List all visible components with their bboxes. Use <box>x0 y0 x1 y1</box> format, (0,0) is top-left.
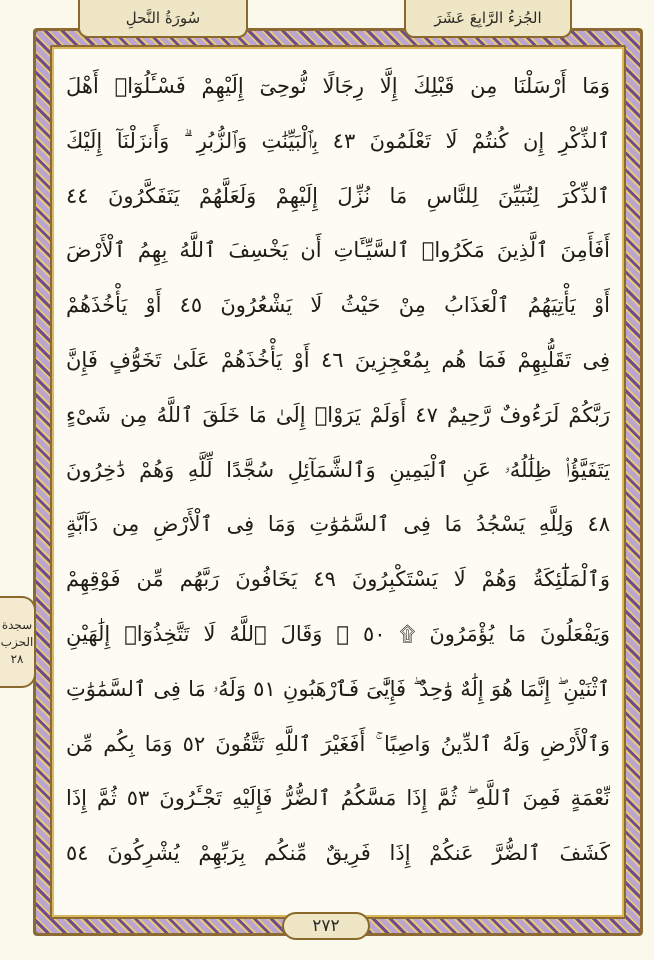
juz-name-tab <box>404 0 572 38</box>
verse-line: أَوْ يَأْتِيَهُمُ ٱلْعَذَابُ مِنْ حَيْثُ لَا يَشْعُرُونَ ٤٥ أَوْ يَأْخُذَهُمْ <box>66 293 610 318</box>
inner-border-gold <box>52 47 624 917</box>
verse-line: وَيَفْعَلُونَ مَا يُؤْمَرُونَ ۩ ٥٠ ۞ وَقَالَ ٱللَّهُ لَا تَتَّخِذُوٓا۟ إِلَٰهَيْنِ <box>66 621 610 646</box>
verse-line: وَمَا أَرْسَلْنَا مِن قَبْلِكَ إِلَّا رِجَالًا نُّوحِىٓ إِلَيْهِمْ فَسْـَٔلُوٓا۟ أَهْلَ <box>66 74 610 98</box>
ornamental-border <box>36 31 640 933</box>
hizb-label: الحزب <box>0 634 34 649</box>
verse-line: كَشَفَ ٱلضُّرَّ عَنكُمْ إِذَا فَرِيقٌ مِّنكُم بِرَبِّهِمْ يُشْرِكُونَ ٥٤ <box>66 841 610 866</box>
juz-name: الجُزءُ الرَّابِعَ عَشَرَ <box>434 9 542 27</box>
page-number-text: ٢٧٢ <box>312 916 340 936</box>
page-number <box>282 912 370 940</box>
hizb-number: ٢٨ <box>10 651 24 666</box>
verse-line: وَٱلْأَرْضِ وَلَهُ ٱلدِّينُ وَاصِبًا ۚ أَفَغَيْرَ ٱللَّهِ تَتَّقُونَ ٥٢ وَمَا بِكُم مِّن <box>66 731 610 756</box>
verse-line: نِّعْمَةٍ فَمِنَ ٱللَّهِ ۖ ثُمَّ إِذَا مَسَّكُمُ ٱلضُّرُّ فَإِلَيْهِ تَجْـَٔرُونَ ٥٣ ثُمَّ إِذَا <box>66 786 610 811</box>
verse-line: أَفَأَمِنَ ٱلَّذِينَ مَكَرُوا۟ ٱلسَّيِّـَٔاتِ أَن يَخْسِفَ ٱللَّهُ بِهِمُ ٱلْأَرْضَ <box>66 238 610 263</box>
text-panel <box>54 49 622 915</box>
surah-name: سُورَةُ النَّحلِ <box>125 9 201 27</box>
surah-name-tab <box>78 0 248 38</box>
page-frame <box>33 28 643 936</box>
verse-line: ٱلذِّكْرَ لِتُبَيِّنَ لِلنَّاسِ مَا نُزِّلَ إِلَيْهِمْ وَلَعَلَّهُمْ يَتَفَكَّرُونَ ٤٤ <box>66 183 610 208</box>
sajda-hizb-marker <box>0 596 36 688</box>
verse-line: ٱثْنَيْنِ ۖ إِنَّمَا هُوَ إِلَٰهٌ وَٰحِدٌ ۖ فَإِيَّٰىَ فَٱرْهَبُونِ ٥١ وَلَهُۥ مَا فِى ٱلسَّمَٰوَٰتِ <box>66 676 610 701</box>
verse-line: ٱلذِّكْرِ إِن كُنتُمْ لَا تَعْلَمُونَ ٤٣ بِٱلْبَيِّنَٰتِ وَٱلزُّبُرِ ۗ وَأَنزَلْنَآ إِلَيْكَ <box>66 128 610 153</box>
verse-line: فِى تَقَلُّبِهِمْ فَمَا هُم بِمُعْجِزِينَ ٤٦ أَوْ يَأْخُذَهُمْ عَلَىٰ تَخَوُّفٍ فَإِنَّ <box>66 347 610 372</box>
verse-line: ٤٨ وَلِلَّهِ يَسْجُدُ مَا فِى ٱلسَّمَٰوَٰتِ وَمَا فِى ٱلْأَرْضِ مِن دَآبَّةٍ <box>66 512 610 537</box>
verse-line: يَتَفَيَّؤُا۟ ظِلَٰلُهُۥ عَنِ ٱلْيَمِينِ وَٱلشَّمَآئِلِ سُجَّدًا لِّلَّهِ وَهُمْ دَٰخِرُونَ <box>66 457 610 482</box>
verse-line: وَٱلْمَلَٰٓئِكَةُ وَهُمْ لَا يَسْتَكْبِرُونَ ٤٩ يَخَافُونَ رَبَّهُم مِّن فَوْقِهِمْ <box>66 567 610 592</box>
inner-border <box>50 45 626 919</box>
sajda-label: سجدة <box>1 617 33 632</box>
verse-line: رَبَّكُمْ لَرَءُوفٌ رَّحِيمٌ ٤٧ أَوَلَمْ يَرَوْا۟ إِلَىٰ مَا خَلَقَ ٱللَّهُ مِن شَىْءٍ <box>66 402 610 427</box>
verse-lines <box>66 57 610 879</box>
